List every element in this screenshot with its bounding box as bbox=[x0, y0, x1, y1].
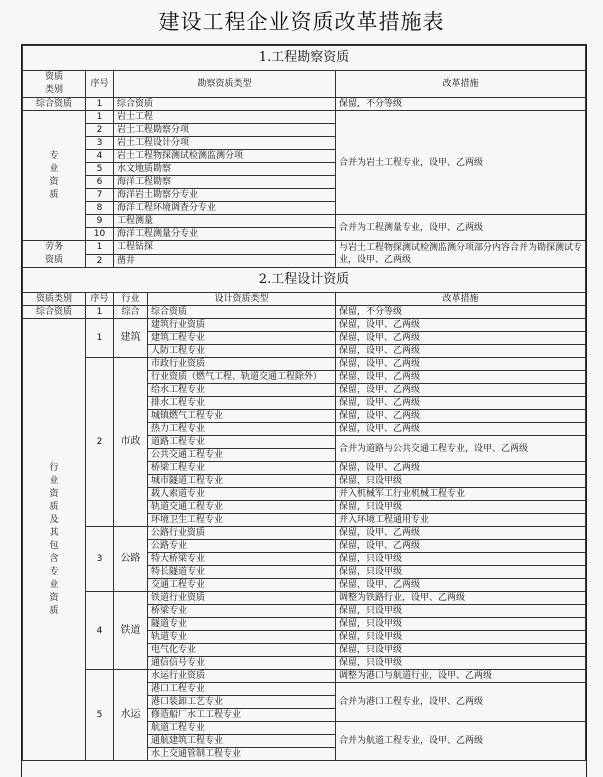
row-type: 城镇燃气工程专业 bbox=[148, 410, 336, 423]
row-measure: 合并为工程测量专业，设甲、乙两级 bbox=[336, 215, 586, 241]
row-no: 8 bbox=[86, 202, 114, 215]
row-type: 排水工程专业 bbox=[148, 397, 336, 410]
group-industry: 铁道 bbox=[114, 592, 148, 670]
row-type: 岩土工程勘察分项 bbox=[114, 124, 336, 137]
table-row bbox=[23, 358, 586, 371]
row-no: 1 bbox=[86, 111, 114, 124]
row-type: 工程测量 bbox=[114, 215, 336, 228]
section-heading-survey: 1.工程勘察资质 bbox=[23, 46, 586, 71]
row-type: 通航建筑工程专业 bbox=[148, 735, 336, 748]
row-measure: 保留，不分等级 bbox=[336, 306, 586, 319]
header-measure: 改革措施 bbox=[336, 71, 586, 98]
row-type: 公路行业资质 bbox=[148, 527, 336, 540]
row-type: 岩土工程 bbox=[114, 111, 336, 124]
row-no: 7 bbox=[86, 189, 114, 202]
row-measure: 保留，设甲、乙两级 bbox=[336, 358, 586, 371]
header-measure: 改革措施 bbox=[336, 293, 586, 306]
header-category: 资质 类别 bbox=[23, 71, 86, 98]
header-industry: 行业 bbox=[114, 293, 148, 306]
row-measure: 保留，设甲、乙两级 bbox=[336, 384, 586, 397]
specialty-rows bbox=[23, 111, 586, 241]
row-measure: 保留，只设甲级 bbox=[336, 618, 586, 631]
row-type: 人防工程专业 bbox=[148, 345, 336, 358]
row-type: 桥梁工程专业 bbox=[148, 462, 336, 475]
row-measure: 保留，设甲、乙两级 bbox=[336, 319, 586, 332]
row-measure: 保留，设甲、乙两级 bbox=[336, 332, 586, 345]
row-measure: 保留，只设甲级 bbox=[336, 566, 586, 579]
reform-table-frame bbox=[21, 44, 587, 777]
row-type: 铁道行业资质 bbox=[148, 592, 336, 605]
table-row bbox=[23, 527, 586, 540]
row-type: 综合资质 bbox=[148, 306, 336, 319]
row-no: 10 bbox=[86, 228, 114, 241]
header-type: 设计资质类型 bbox=[148, 293, 336, 306]
row-type: 公路专业 bbox=[148, 540, 336, 553]
group-industry: 市政 bbox=[114, 358, 148, 527]
row-measure: 合并为道路与公共交通工程专业，设甲、乙两级 bbox=[336, 436, 586, 462]
row-type: 公共交通工程专业 bbox=[148, 449, 336, 462]
category-labor: 劳务 资质 bbox=[23, 241, 86, 268]
header-type: 勘察资质类型 bbox=[114, 71, 336, 98]
row-measure: 保留，只设甲级 bbox=[336, 657, 586, 670]
row-industry: 综合 bbox=[114, 306, 148, 319]
group-no: 4 bbox=[86, 592, 114, 670]
row-type: 道路工程专业 bbox=[148, 436, 336, 449]
row-no: 1 bbox=[86, 241, 114, 255]
row-measure: 合并为港口工程专业，设甲、乙两级 bbox=[336, 683, 586, 722]
row-measure: 保留，设甲、乙两级 bbox=[336, 397, 586, 410]
row-no: 3 bbox=[86, 137, 114, 150]
row-no: 6 bbox=[86, 176, 114, 189]
table-row bbox=[23, 241, 586, 255]
row-measure: 调整为港口与航道行业，设甲、乙两级 bbox=[336, 670, 586, 683]
table-row bbox=[23, 319, 586, 332]
category-comprehensive: 综合资质 bbox=[23, 306, 86, 319]
row-no: 5 bbox=[86, 163, 114, 176]
row-type: 海洋工程勘察 bbox=[114, 176, 336, 189]
group-no: 1 bbox=[86, 319, 114, 358]
row-type: 综合资质 bbox=[114, 98, 336, 111]
row-type: 隧道专业 bbox=[148, 618, 336, 631]
table-row bbox=[23, 215, 586, 228]
row-type: 海洋工程测量分专业 bbox=[114, 228, 336, 241]
row-no: 1 bbox=[86, 98, 114, 111]
row-no: 4 bbox=[86, 150, 114, 163]
group-industry: 建筑 bbox=[114, 319, 148, 358]
row-type: 给水工程专业 bbox=[148, 384, 336, 397]
row-measure: 保留，只设甲级 bbox=[336, 631, 586, 644]
row-measure: 并入环境工程通用专业 bbox=[336, 514, 586, 527]
row-no: 9 bbox=[86, 215, 114, 228]
row-measure: 保留，只设甲级 bbox=[336, 501, 586, 514]
row-type: 工程钻探 bbox=[114, 241, 336, 255]
header-no: 序号 bbox=[86, 293, 114, 306]
row-type: 岩土工程设计分项 bbox=[114, 137, 336, 150]
row-measure: 保留，设甲、乙两级 bbox=[336, 410, 586, 423]
row-measure: 保留，设甲、乙两级 bbox=[336, 462, 586, 475]
row-measure: 保留，只设甲级 bbox=[336, 644, 586, 657]
row-type: 桥梁专业 bbox=[148, 605, 336, 618]
row-type: 海洋岩土勘察分专业 bbox=[114, 189, 336, 202]
row-type: 建筑行业资质 bbox=[148, 319, 336, 332]
row-type: 环境卫生工程专业 bbox=[148, 514, 336, 527]
table-row bbox=[23, 592, 586, 605]
row-type: 港口装卸工艺专业 bbox=[148, 696, 336, 709]
group-industry: 水运 bbox=[114, 670, 148, 761]
row-type: 修造船厂水工工程专业 bbox=[148, 709, 336, 722]
group-no: 5 bbox=[86, 670, 114, 761]
row-type: 建筑工程专业 bbox=[148, 332, 336, 345]
header-category: 资质类别 bbox=[23, 293, 86, 306]
row-type: 水上交通管制工程专业 bbox=[148, 748, 336, 761]
row-measure: 保留，设甲、乙两级 bbox=[336, 540, 586, 553]
labor-rows bbox=[23, 241, 586, 268]
table-row bbox=[23, 670, 586, 683]
row-measure: 保留，设甲、乙两级 bbox=[336, 371, 586, 384]
row-type: 电气化专业 bbox=[148, 644, 336, 657]
page-title: 建设工程企业资质改革措施表 bbox=[158, 10, 445, 34]
row-type: 轨道专业 bbox=[148, 631, 336, 644]
row-measure: 保留，只设甲级 bbox=[336, 553, 586, 566]
row-type: 水文地质勘察 bbox=[114, 163, 336, 176]
group-no: 2 bbox=[86, 358, 114, 527]
row-measure: 保留，设甲、乙两级 bbox=[336, 345, 586, 358]
row-type: 轨道交通工程专业 bbox=[148, 501, 336, 514]
category-specialty: 专 业 资 质 bbox=[23, 111, 86, 241]
row-type: 热力工程专业 bbox=[148, 423, 336, 436]
row-measure: 保留，只设甲级 bbox=[336, 605, 586, 618]
industry-rows bbox=[23, 319, 586, 761]
row-no: 2 bbox=[86, 254, 114, 268]
row-type: 城市隧道工程专业 bbox=[148, 475, 336, 488]
row-type: 凿井 bbox=[114, 254, 336, 268]
row-type: 行业资质（燃气工程、轨道交通工程除外） bbox=[148, 371, 336, 384]
row-type: 港口工程专业 bbox=[148, 683, 336, 696]
row-type: 特长隧道专业 bbox=[148, 566, 336, 579]
design-qualification-table bbox=[22, 292, 586, 761]
row-type: 岩土工程物探测试检测监测分项 bbox=[114, 150, 336, 163]
row-type: 特大桥梁专业 bbox=[148, 553, 336, 566]
row-type: 市政行业资质 bbox=[148, 358, 336, 371]
row-type: 航道工程专业 bbox=[148, 722, 336, 735]
header-no: 序号 bbox=[86, 71, 114, 98]
row-type: 通信信号专业 bbox=[148, 657, 336, 670]
survey-qualification-table bbox=[22, 45, 586, 293]
row-type: 交通工程专业 bbox=[148, 579, 336, 592]
row-measure: 合并为岩土工程专业，设甲、乙两级 bbox=[336, 111, 586, 215]
table-row bbox=[23, 111, 586, 124]
category-industry: 行 业 资 质 及 其 包 含 专 业 资 质 bbox=[23, 319, 86, 761]
row-measure: 与岩土工程物探测试检测监测分项部分内容合并为勘探测试专业，设甲、乙两级 bbox=[336, 241, 586, 268]
row-type: 海洋工程环境调查分专业 bbox=[114, 202, 336, 215]
group-no: 3 bbox=[86, 527, 114, 592]
row-measure: 保留，设甲、乙两级 bbox=[336, 579, 586, 592]
section-heading-design: 2.工程设计资质 bbox=[23, 268, 586, 293]
row-measure: 合并为航道工程专业，设甲、乙两级 bbox=[336, 722, 586, 761]
row-measure: 调整为铁路行业，设甲、乙两级 bbox=[336, 592, 586, 605]
row-type: 载人索道专业 bbox=[148, 488, 336, 501]
category-comprehensive: 综合资质 bbox=[23, 98, 86, 111]
row-no: 2 bbox=[86, 124, 114, 137]
row-measure: 保留，不分等级 bbox=[336, 98, 586, 111]
row-measure: 保留，只设甲级 bbox=[336, 475, 586, 488]
row-type: 水运行业资质 bbox=[148, 670, 336, 683]
row-measure: 并入机械军工行业机械工程专业 bbox=[336, 488, 586, 501]
row-measure: 保留，设甲、乙两级 bbox=[336, 423, 586, 436]
row-no: 1 bbox=[86, 306, 114, 319]
row-measure: 保留，设甲、乙两级 bbox=[336, 527, 586, 540]
group-industry: 公路 bbox=[114, 527, 148, 592]
